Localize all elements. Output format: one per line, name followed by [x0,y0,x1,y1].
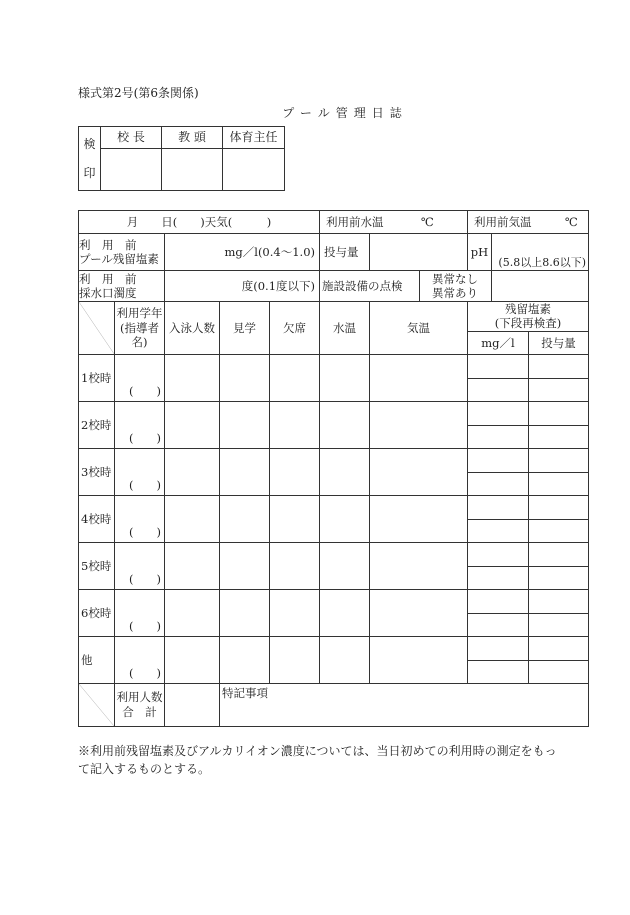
air-temp-unit: ℃ [564,214,578,229]
period-label: 6校時 [79,589,115,636]
observers-cell[interactable] [220,354,270,401]
grade-cell[interactable] [115,495,165,542]
period-row [79,495,589,519]
residual-mg-cell[interactable] [468,636,529,660]
form-title: プール管理日誌 [282,106,408,120]
inspection-abnormal[interactable]: 異常あり [432,286,478,300]
principal-header: 校 長 [101,127,162,149]
swimmers-cell[interactable] [165,589,220,636]
chlorine-label-line1: 利 用 前 [79,237,137,252]
leader-paren: ( ) [129,525,161,540]
residual-header-line1: 残留塩素 [505,302,551,316]
retest-dose-cell[interactable] [529,613,589,636]
grade-cell[interactable] [115,542,165,589]
observers-header: 見学 [220,302,270,355]
absent-cell[interactable] [270,448,320,495]
water-temp-value-cell[interactable] [320,448,370,495]
grade-header [115,302,165,355]
air-temp-value-cell[interactable] [370,542,468,589]
water-temp-value-cell[interactable] [320,636,370,683]
seal-table [78,126,285,191]
form-number: 様式第2号(第6条関係) [78,86,199,100]
water-temp-value-cell[interactable] [320,495,370,542]
leader-paren: ( ) [129,666,161,681]
retest-mg-cell[interactable] [468,613,529,636]
chlorine-label [79,234,165,271]
retest-dose-cell[interactable] [529,378,589,401]
turbidity-label-line2: 採水口濁度 [79,286,137,300]
swimmers-header: 入泳人数 [165,302,220,355]
retest-mg-cell[interactable] [468,425,529,448]
retest-dose-cell[interactable] [529,425,589,448]
air-temp-header: 気温 [370,302,468,355]
corner-diagonal-cell [79,302,115,355]
period-row [79,448,589,472]
inspection-notes-cell[interactable] [492,271,589,302]
remarks-label: 特記事項 [222,685,268,700]
remarks-cell[interactable] [220,683,589,726]
principal-seal-cell[interactable] [101,149,162,191]
grade-cell[interactable] [115,636,165,683]
retest-mg-cell[interactable] [468,378,529,401]
ph-range: (5.8以上8.6以下) [498,256,586,270]
residual-dose-cell[interactable] [529,542,589,566]
residual-mg-cell[interactable] [468,542,529,566]
period-label: 3校時 [79,448,115,495]
dose-value-cell[interactable] [370,234,468,271]
residual-dose-cell[interactable] [529,354,589,378]
ph-label: pH [468,234,492,271]
ph-value-cell[interactable] [492,234,589,271]
total-label-line2: 合 計 [122,704,157,719]
period-row [79,401,589,425]
swimmers-cell[interactable] [165,636,220,683]
residual-header-line2: (下段再検査) [494,316,562,331]
retest-dose-cell[interactable] [529,566,589,589]
grade-cell[interactable] [115,401,165,448]
period-label: 他 [79,636,115,683]
inspection-options[interactable] [420,271,492,302]
residual-mg-cell[interactable] [468,401,529,425]
swimmers-cell[interactable] [165,401,220,448]
water-temp-cell[interactable] [320,211,468,234]
vice-principal-header: 教 頭 [162,127,223,149]
total-value-cell[interactable] [165,683,220,726]
period-label: 4校時 [79,495,115,542]
air-temp-value-cell[interactable] [370,448,468,495]
chlorine-label-line2: プール残留塩素 [79,252,159,266]
period-label: 5校時 [79,542,115,589]
water-temp-value-cell[interactable] [320,542,370,589]
absent-cell[interactable] [270,589,320,636]
leader-paren: ( ) [129,384,161,399]
period-row [79,589,589,613]
observers-cell[interactable] [220,636,270,683]
water-temp-label: 利用前水温 [326,214,384,229]
seal-label-bottom: 印 [83,165,96,180]
turbidity-label [79,271,165,302]
absent-cell[interactable] [270,401,320,448]
period-row [79,354,589,378]
water-temp-value-cell[interactable] [320,589,370,636]
pe-chief-header: 体育主任 [223,127,285,149]
residual-dose-cell[interactable] [529,636,589,660]
swimmers-cell[interactable] [165,448,220,495]
leader-paren: ( ) [129,478,161,493]
grade-cell[interactable] [115,448,165,495]
swimmers-cell[interactable] [165,495,220,542]
retest-dose-cell[interactable] [529,660,589,683]
observers-cell[interactable] [220,401,270,448]
residual-mg-cell[interactable] [468,448,529,472]
retest-mg-cell[interactable] [468,472,529,495]
residual-dose-cell[interactable] [529,401,589,425]
footer-diagonal-line [79,684,114,726]
period-label: 2校時 [79,401,115,448]
air-temp-value-cell[interactable] [370,401,468,448]
inspection-label: 施設設備の点検 [320,271,420,302]
absent-cell[interactable] [270,542,320,589]
swimmers-cell[interactable] [165,354,220,401]
residual-mg-cell[interactable] [468,589,529,613]
retest-dose-cell[interactable] [529,472,589,495]
observers-cell[interactable] [220,542,270,589]
turbidity-label-line1: 利 用 前 [79,271,137,286]
grade-cell[interactable] [115,354,165,401]
seal-label [79,127,101,191]
absent-cell[interactable] [270,354,320,401]
total-label [115,683,165,726]
inspection-normal[interactable]: 異常なし [432,271,478,286]
air-temp-value-cell[interactable] [370,589,468,636]
air-temp-value-cell[interactable] [370,636,468,683]
seal-label-top: 検 [83,136,96,151]
water-temp-unit: ℃ [420,214,434,229]
mg-unit-header: mg／l [468,331,529,354]
residual-dose-cell[interactable] [529,589,589,613]
turbidity-value-cell[interactable]: 度(0.1度以下) [165,271,320,302]
leader-paren: ( ) [129,431,161,446]
water-temp-value-cell[interactable] [320,401,370,448]
absent-cell[interactable] [270,636,320,683]
footer-diagonal-cell [79,683,115,726]
grade-header-line2: (指導者名) [120,320,159,350]
residual-header [468,302,589,332]
water-temp-header: 水温 [320,302,370,355]
residual-mg-cell[interactable] [468,495,529,519]
footnote: ※利用前残留塩素及びアルカリイオン濃度については、当日初めての利用時の測定をもって記入するものとする。 [78,744,557,776]
residual-dose-cell[interactable] [529,495,589,519]
air-temp-value-cell[interactable] [370,495,468,542]
retest-dose-cell[interactable] [529,519,589,542]
water-temp-value-cell[interactable] [320,354,370,401]
absent-cell[interactable] [270,495,320,542]
swimmers-cell[interactable] [165,542,220,589]
observers-cell[interactable] [220,495,270,542]
observers-cell[interactable] [220,448,270,495]
period-row [79,542,589,566]
leader-paren: ( ) [129,619,161,634]
observers-cell[interactable] [220,589,270,636]
diagonal-line [79,302,114,354]
residual-mg-cell[interactable] [468,354,529,378]
dose-header: 投与量 [529,331,589,354]
dose-label: 投与量 [320,234,370,271]
total-label-line1: 利用人数 [116,690,163,705]
grade-cell[interactable] [115,589,165,636]
grade-header-line1: 利用学年 [116,306,163,321]
air-temp-value-cell[interactable] [370,354,468,401]
vice-principal-seal-cell[interactable] [162,149,223,191]
absent-header: 欠席 [270,302,320,355]
leader-paren: ( ) [129,572,161,587]
air-temp-cell[interactable] [468,211,589,234]
retest-mg-cell[interactable] [468,566,529,589]
period-rows [79,354,589,683]
date-weather-cell[interactable]: 月 日( )天気( ) [79,211,320,234]
period-row [79,636,589,660]
period-label: 1校時 [79,354,115,401]
residual-dose-cell[interactable] [529,448,589,472]
retest-mg-cell[interactable] [468,660,529,683]
air-temp-label: 利用前気温 [474,214,532,229]
chlorine-value-cell[interactable]: mg／l(0.4〜1.0) [165,234,320,271]
retest-mg-cell[interactable] [468,519,529,542]
pe-chief-seal-cell[interactable] [223,149,285,191]
pool-log-table [78,210,589,727]
